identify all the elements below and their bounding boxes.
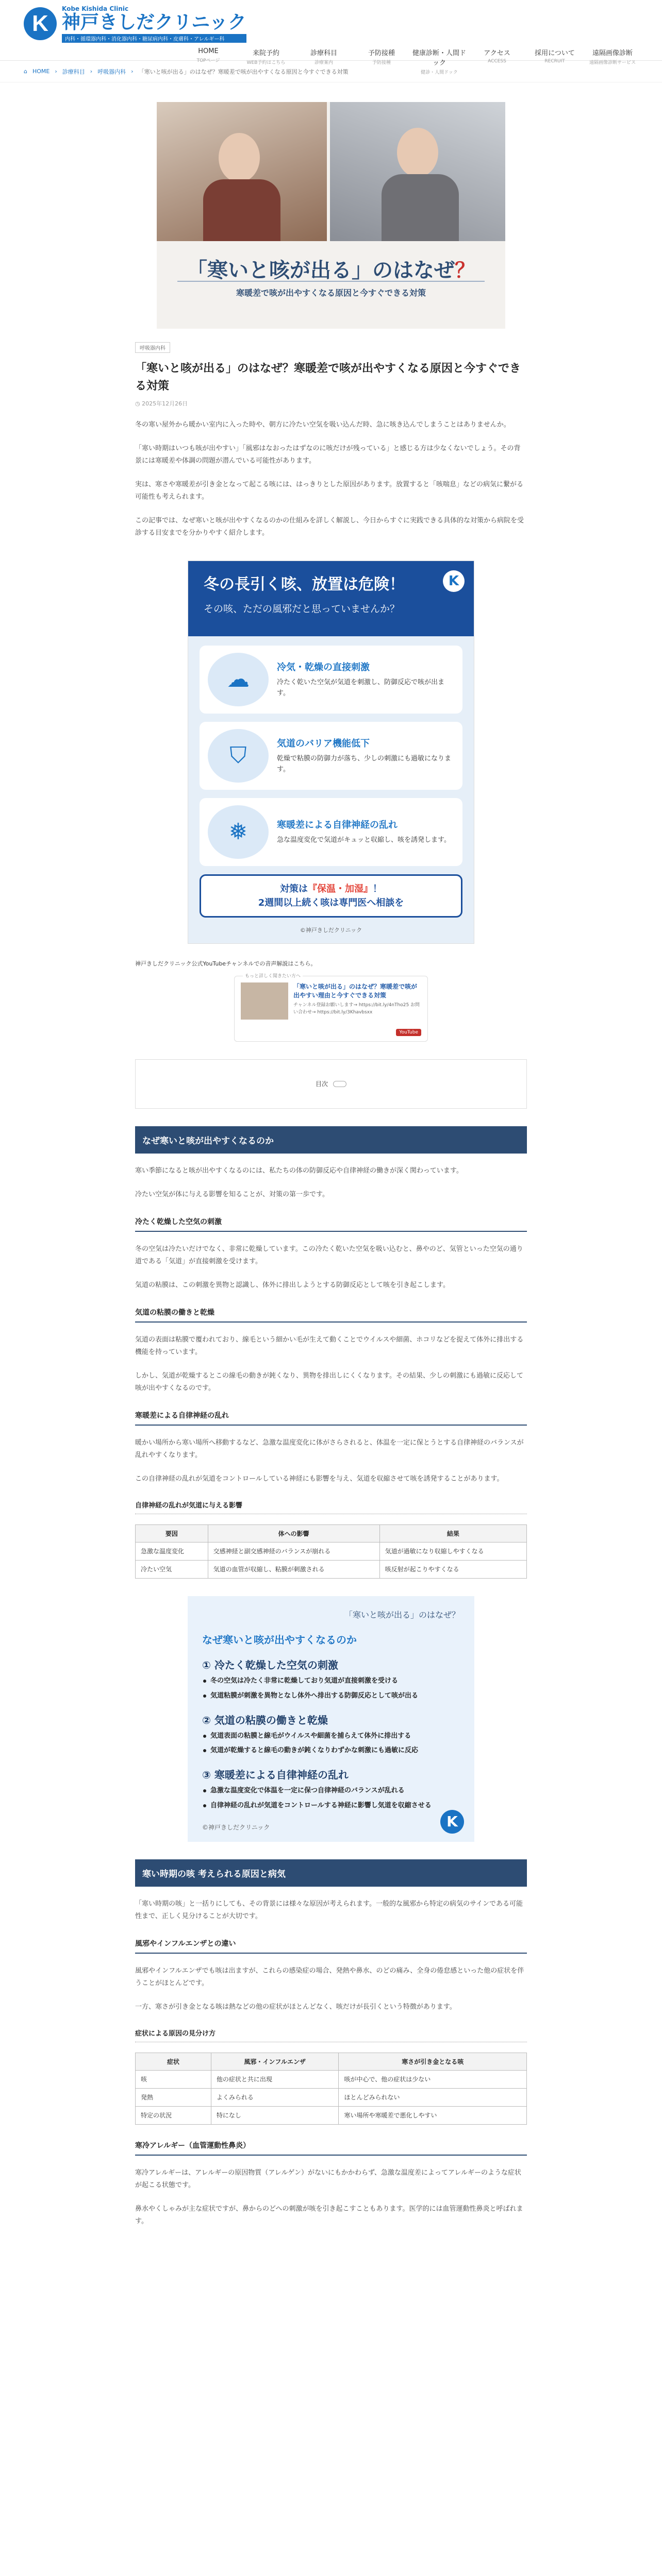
summary-group-heading: ① 冷たく乾燥した空気の刺激 bbox=[202, 1659, 338, 1672]
category-badge[interactable]: 呼吸器内科 bbox=[135, 342, 170, 353]
paragraph: 一方、寒さが引き金となる咳は熱などの他の症状がほとんどなく、咳だけが長引くという特徴があります。 bbox=[135, 2003, 456, 2011]
subsection-heading: 冷たく乾燥した空気の刺激 bbox=[135, 1216, 527, 1232]
youtube-desc: チャンネル登録お願いします→ https://bit.ly/4nTho25 お問い合わせ→ https://bit.ly/3Khavbsxx bbox=[293, 1003, 420, 1015]
post-date: ◷ 2025年12月26日 bbox=[135, 400, 188, 408]
infographic-card bbox=[200, 646, 462, 714]
infographic-headline: 冬の長引く咳、放置は危険！ bbox=[204, 575, 405, 594]
paragraph: 冬の空気は冷たいだけでなく、非常に乾燥しています。この冷たく乾いた空気を吸い込むと、鼻やのど、気管といった空気の通り道である「気道」が直接刺激を受けます。 bbox=[135, 1245, 523, 1265]
summary-infographic bbox=[188, 1596, 474, 1842]
logo-en: Kobe Kishida Clinic bbox=[62, 5, 129, 12]
paragraph: 鼻水やくしゃみが主な症状ですが、鼻からのどへの刺激が咳を引き起こすこともあります。医学的には血管運動性鼻炎と呼ばれます。 bbox=[135, 2205, 523, 2226]
clinic-logo-icon: K bbox=[443, 570, 465, 592]
table-row: 冷たい空気 気道の血管が収縮し、粘膜が刺激される 咳反射が起こりやすくなる bbox=[136, 1561, 527, 1579]
paragraph: 寒冷アレルギーは、アレルギーの原因物質（アレルゲン）がないにもかかわらず、急激な温度差によってアレルギーのような症状が起こる状態です。 bbox=[135, 2169, 522, 2190]
card-title: 冷気・乾燥の直接刺激 bbox=[277, 662, 370, 673]
paragraph: 寒い季節になると咳が出やすくなるのには、私たちの体の防御反応や自律神経の働きが深く関わっています。 bbox=[135, 1166, 463, 1175]
breadcrumb-home[interactable]: HOME bbox=[32, 68, 50, 75]
summary-item: 自律神経の乱れが気道をコントロールする神経に影響し気道を収縮させる bbox=[202, 1801, 460, 1811]
subsection-heading: 寒暖差による自律神経の乱れ bbox=[135, 1410, 527, 1426]
summary-item: 気道が乾燥すると線毛の動きが鈍くなりわずかな刺激にも過敏に反応 bbox=[202, 1745, 460, 1756]
breadcrumb-respiratory[interactable]: 呼吸器内科 bbox=[97, 68, 126, 75]
summary-item: 気道粘膜が刺激を異物となし体外へ排出する防御反応として咳が出る bbox=[202, 1691, 460, 1702]
logo-mark-icon: K bbox=[24, 7, 57, 40]
article-title: 「寒いと咳が出る」のはなぜ？寒暖差で咳が出やすくなる原因と今すぐできる対策 bbox=[135, 362, 521, 393]
table-row: 発熱 よくみられる ほとんどみられない bbox=[136, 2089, 527, 2107]
toc-toggle[interactable] bbox=[333, 1081, 346, 1087]
infographic-cta: 対策は『保温・加湿』！ 2週間以上続く咳は専門医へ相談を bbox=[200, 874, 462, 918]
global-nav bbox=[179, 47, 641, 75]
paragraph: 気道の粘膜は、この刺激を異物と認識し、体外に排出しようとする防御反応として咳を引き起こします。 bbox=[135, 1281, 450, 1289]
paragraph: 冷たい空気が体に与える影響を知ることが、対策の第一歩です。 bbox=[135, 1190, 329, 1198]
woman-scarf-photo bbox=[330, 102, 505, 241]
summary-group-heading: ② 気道の粘膜の働きと乾燥 bbox=[202, 1714, 328, 1726]
nav-recruit[interactable]: 採用について RECRUIT bbox=[535, 49, 575, 64]
summary-top-title: 「寒いと咳が出る」のはなぜ？ bbox=[344, 1610, 460, 1620]
breadcrumb-current: 「寒いと咳が出る」のはなぜ？寒暖差で咳が出やすくなる原因と今すぐできる対策 bbox=[138, 68, 349, 75]
nav-remote-imaging[interactable]: 遠隔画像診断 遠隔画像診断サービス bbox=[589, 49, 636, 65]
youtube-title[interactable]: 「寒いと咳が出る」のはなぜ？寒暖差で咳が出やすい理由と今すぐできる対策 bbox=[293, 982, 418, 999]
nav-reserve[interactable]: 来院予約 WEB予約はこちら bbox=[246, 49, 286, 65]
toc-label: 目次 bbox=[315, 1080, 328, 1088]
intro-paragraph: 冬の寒い屋外から暖かい室内に入った時や、朝方に冷たい空気を吸い込んだ時、急に咳き込んでしまうことはありませんか。 bbox=[135, 421, 510, 429]
paragraph: 「寒い時期の咳」と一括りにしても、その背景には様々な原因が考えられます。一般的な風邪から特定の病気のサインである可能性まで、正しく見分けることが大切です。 bbox=[135, 1900, 523, 1920]
summary-item: 気道表面の粘膜と線毛がウイルスや細菌を捕らえて体外に排出する bbox=[202, 1731, 460, 1742]
nav-vaccination[interactable]: 予防接種 予防接種 bbox=[368, 49, 395, 65]
hero-divider bbox=[177, 281, 485, 282]
subsection-heading: 気道の粘膜の働きと乾燥 bbox=[135, 1307, 527, 1323]
breadcrumb-departments[interactable]: 診療科目 bbox=[62, 68, 85, 75]
nav-departments[interactable]: 診療科目 診療案内 bbox=[310, 49, 337, 65]
card-title: 寒暖差による自律神経の乱れ bbox=[277, 820, 398, 831]
infographic-card bbox=[200, 798, 462, 866]
table-of-contents bbox=[135, 1059, 527, 1109]
youtube-note: 神戸きしだクリニック公式YouTubeチャンネルでの音声解説はこちら。 bbox=[135, 960, 317, 967]
paragraph: 気道の表面は粘膜で覆われており、線毛という細かい毛が生えて動くことでウイルスや細菌、ホコリなどを捉えて体外に排出する機能を持っています。 bbox=[135, 1335, 524, 1356]
card-desc: 乾燥で粘膜の防御力が落ち、少しの刺激にも過敏になります。 bbox=[277, 754, 452, 773]
summary-item: 冬の空気は冷たく非常に乾燥しており気道が直接刺激を受ける bbox=[202, 1676, 460, 1687]
subsection-heading: 風邪やインフルエンザとの違い bbox=[135, 1938, 527, 1954]
summary-group-heading: ③ 寒暖差による自律神経の乱れ bbox=[202, 1769, 349, 1782]
paragraph: 風邪やインフルエンザでも咳は出ますが、これらの感染症の場合、発熱や鼻水、のどの痛み、全身の倦怠感といった他の症状を伴うことがほとんどです。 bbox=[135, 1967, 524, 1987]
brain-icon: ❅ bbox=[208, 805, 269, 859]
section-heading: 寒い時期の咳 考えられる原因と病気 bbox=[135, 1859, 527, 1887]
minor-heading: 症状による原因の見分け方 bbox=[135, 2028, 527, 2042]
card-desc: 急な温度変化で気道がキュッと収縮し、咳を誘発します。 bbox=[277, 836, 451, 844]
intro-paragraph: 「寒い時期はいつも咳が出やすい」「風邪はなおったはずなのに咳だけが残っている」と感じる方は少なくないでしょう。その背景には寒暖差や体調の問題が潜んでいる可能性があります。 bbox=[135, 445, 521, 465]
shield-icon: ⛉ bbox=[208, 729, 269, 783]
card-desc: 冷たく乾いた空気が気道を刺激し、防御反応で咳が出ます。 bbox=[277, 678, 445, 697]
table-header-row: 症状 風邪・インフルエンザ 寒さが引き金となる咳 bbox=[136, 2053, 527, 2071]
hero-subtitle: 寒暖差で咳が出やすくなる原因と今すぐできる対策 bbox=[236, 288, 426, 298]
paragraph: しかし、気道が乾燥するとこの線毛の動きが鈍くなり、異物を排出しにくくなります。その結果、少しの刺激にも過敏に反応して咳が出やすくなるのです。 bbox=[135, 1371, 523, 1392]
intro-paragraph: 実は、寒さや寒暖差が引き金となって起こる咳には、はっきりとした原因があります。放置すると「咳喘息」などの病気に繋がる可能性も考えられます。 bbox=[135, 481, 523, 501]
breadcrumb-separator: › bbox=[131, 68, 134, 75]
subsection-heading: 寒冷アレルギー（血管運動性鼻炎） bbox=[135, 2140, 527, 2156]
table-header-row: 要因 体への影響 結果 bbox=[136, 1525, 527, 1543]
lungs-icon: ☁ bbox=[208, 653, 269, 706]
article-main bbox=[135, 82, 527, 2228]
infographic-credit: ©神戸きしだクリニック bbox=[300, 926, 362, 934]
infographic-header bbox=[188, 561, 474, 636]
breadcrumb-separator: › bbox=[90, 68, 93, 75]
table-row: 特定の状況 特になし 寒い場所や寒暖差で悪化しやすい bbox=[136, 2107, 527, 2125]
infographic bbox=[188, 561, 474, 944]
breadcrumb-separator: › bbox=[55, 68, 57, 75]
intro-paragraph: この記事では、なぜ寒いと咳が出やすくなるのかの仕組みを詳しく解説し、今日からすぐに実践できる具体的な対策から病院を受診する目安までを分かりやすく紹介します。 bbox=[135, 517, 524, 537]
home-icon: ⌂ bbox=[24, 68, 27, 75]
clock-icon: ◷ bbox=[135, 400, 142, 408]
youtube-thumbnail[interactable] bbox=[241, 982, 288, 1020]
card-title: 気道のバリア機能低下 bbox=[277, 738, 370, 749]
minor-heading: 自律神経の乱れが気道に与える影響 bbox=[135, 1500, 527, 1514]
symptom-table bbox=[135, 2053, 527, 2125]
clinic-logo[interactable] bbox=[24, 5, 246, 43]
nav-access[interactable]: アクセス ACCESS bbox=[484, 49, 510, 64]
nav-checkup[interactable]: 健康診断・人間ドック 健診・人間ドック bbox=[412, 49, 466, 75]
autonomic-table bbox=[135, 1524, 527, 1579]
logo-subtitle: 内科・循環器内科・消化器内科・糖尿病内科・皮膚科・アレルギー科 bbox=[62, 34, 246, 43]
logo-jp: 神戸きしだクリニック bbox=[62, 12, 246, 33]
youtube-button[interactable]: YouTube bbox=[396, 1029, 421, 1036]
summary-credit: ©神戸きしだクリニック bbox=[202, 1823, 270, 1831]
hero-image bbox=[157, 102, 505, 329]
hero-title: 「寒いと咳が出る」のはなぜ？ bbox=[187, 259, 475, 282]
section-heading: なぜ寒いと咳が出やすくなるのか bbox=[135, 1126, 527, 1154]
infographic-subheadline: その咳、ただの風邪だと思っていませんか？ bbox=[204, 603, 400, 615]
nav-home[interactable]: HOME TOPページ bbox=[196, 47, 220, 63]
paragraph: 暖かい場所から寒い場所へ移動するなど、急激な温度変化に体がさらされると、体温を一定に保とうとする自律神経のバランスが乱れやすくなります。 bbox=[135, 1438, 524, 1459]
woman-coughing-photo bbox=[157, 102, 327, 241]
summary-title: なぜ寒いと咳が出やすくなるのか bbox=[202, 1634, 357, 1647]
infographic-card bbox=[200, 722, 462, 790]
youtube-card-tag: もっと詳しく聞きたい方へ bbox=[243, 972, 303, 979]
table-row: 咳 他の症状と共に出現 咳が中心で、他の症状は少ない bbox=[136, 2071, 527, 2089]
paragraph: この自律神経の乱れが気道をコントロールしている神経にも影響を与え、気道を収縮させて咳を誘発することがあります。 bbox=[135, 1475, 504, 1483]
summary-item: 急激な温度変化で体温を一定に保つ自律神経のバランスが乱れる bbox=[202, 1786, 460, 1797]
clinic-logo-icon: K bbox=[440, 1810, 464, 1834]
table-row: 急激な温度変化 交感神経と副交感神経のバランスが崩れる 気道が過敏になり収縮しやすくなる bbox=[136, 1543, 527, 1561]
youtube-card[interactable] bbox=[234, 973, 428, 1042]
